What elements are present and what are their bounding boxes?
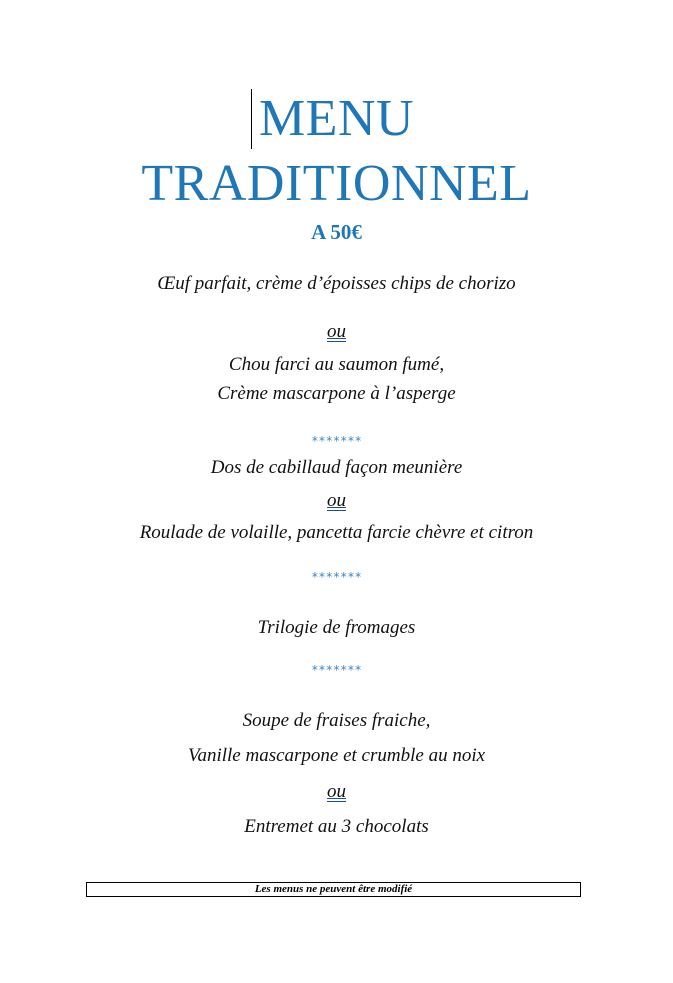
menu-title-line1: MENU bbox=[258, 90, 415, 147]
dessert-option-1-line1: Soupe de fraises fraiche, bbox=[242, 710, 431, 731]
menu-title-line2: TRADITIONNEL bbox=[141, 155, 532, 212]
dessert-or bbox=[0, 782, 673, 801]
separator-3: ******* bbox=[311, 663, 362, 677]
menu-notice-box bbox=[86, 882, 581, 897]
entree-option-2-line1: Chou farci au saumon fumé, bbox=[228, 354, 445, 375]
separator-2: ******* bbox=[311, 570, 362, 584]
plat-option-2: Roulade de volaille, pancetta farcie chèvre et citron bbox=[139, 522, 534, 543]
plat-option-1: Dos de cabillaud façon meunière bbox=[210, 457, 463, 478]
plat-or-label: ou bbox=[327, 490, 346, 511]
dessert-option-1-line2: Vanille mascarpone et crumble au noix bbox=[187, 745, 486, 766]
dessert-option-2: Entremet au 3 chocolats bbox=[244, 816, 429, 837]
fromage: Trilogie de fromages bbox=[257, 617, 416, 638]
separator-1: ******* bbox=[311, 434, 362, 448]
dessert-or-label: ou bbox=[327, 781, 346, 802]
entree-option-1: Œuf parfait, crème d’époisses chips de chorizo bbox=[157, 273, 516, 294]
menu-price: A 50€ bbox=[311, 220, 362, 244]
entree-option-2-line2: Crème mascarpone à l’asperge bbox=[217, 383, 456, 404]
menu-notice-text: Les menus ne peuvent être modifié bbox=[254, 883, 413, 895]
plat-or bbox=[0, 491, 673, 510]
entree-or-label: ou bbox=[327, 321, 346, 342]
entree-or bbox=[0, 322, 673, 341]
